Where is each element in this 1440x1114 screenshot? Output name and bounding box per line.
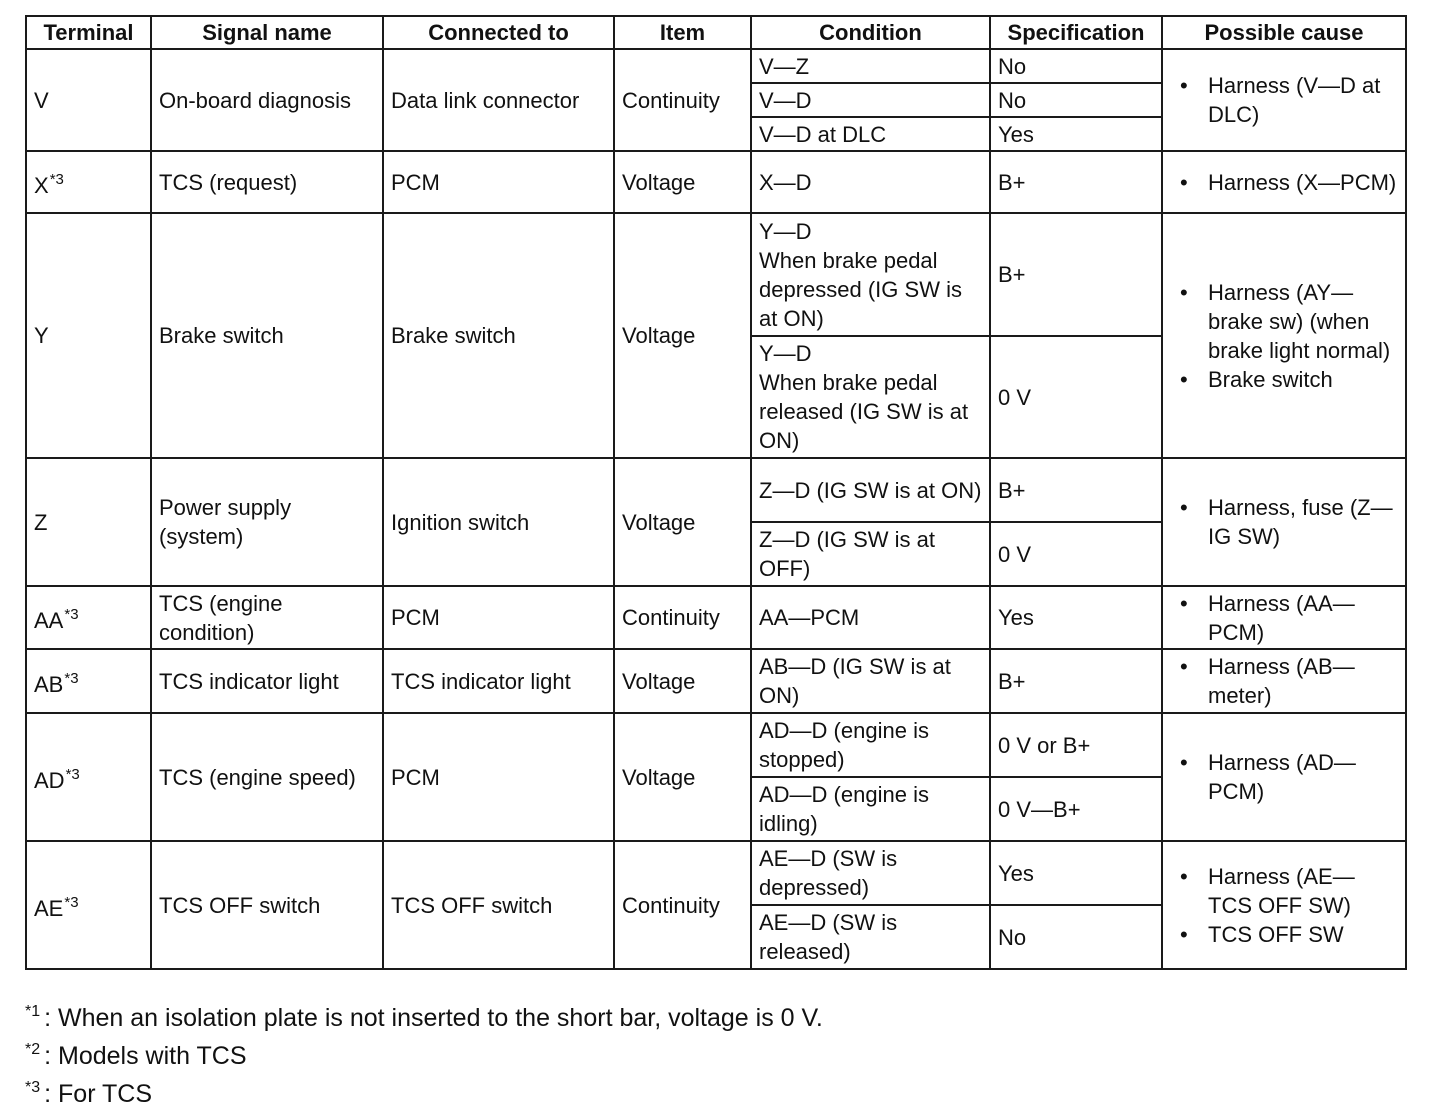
- possible-cause-cell: [1162, 841, 1406, 969]
- terminal-footnote-mark: *3: [65, 765, 80, 783]
- terminal-label: AB: [34, 671, 64, 697]
- possible-cause-item: • Harness (AY—brake sw) (when brake light normal): [1170, 278, 1398, 365]
- signal-name-cell: Power supply (system): [151, 458, 383, 586]
- item-cell: Voltage: [614, 649, 751, 713]
- table-header: [26, 16, 1406, 49]
- possible-cause-list: [1170, 652, 1398, 710]
- signal-name-cell: TCS (engine condition): [151, 586, 383, 649]
- terminal-cell: [26, 841, 151, 969]
- item-cell: Voltage: [614, 213, 751, 458]
- connected-to-cell: TCS OFF switch: [383, 841, 614, 969]
- condition-cell: Y—D When brake pedal depressed (IG SW is at ON): [751, 213, 990, 336]
- terminal-label: Y: [34, 323, 49, 348]
- possible-cause-item: • Brake switch: [1170, 365, 1398, 394]
- connected-to-cell: Brake switch: [383, 213, 614, 458]
- terminal-label: AD: [34, 767, 65, 793]
- possible-cause-cell: [1162, 649, 1406, 713]
- header-row: [26, 16, 1406, 49]
- condition-cell: X—D: [751, 151, 990, 213]
- terminal-cell: [26, 586, 151, 649]
- possible-cause-item: • Harness (AD—PCM): [1170, 748, 1398, 806]
- footnote-text: : For TCS: [44, 1080, 153, 1108]
- header-condition: Condition: [751, 16, 990, 49]
- condition-cell: V—Z: [751, 49, 990, 83]
- possible-cause-item: • Harness (V—D at DLC): [1170, 71, 1398, 129]
- table-row: [26, 649, 1406, 713]
- specification-cell: 0 V—B+: [990, 777, 1162, 841]
- possible-cause-cell: [1162, 586, 1406, 649]
- condition-cell: AD—D (engine is stopped): [751, 713, 990, 777]
- table-row: [26, 713, 1406, 777]
- possible-cause-list: [1170, 748, 1398, 806]
- footnote-mark: *1: [25, 1003, 41, 1020]
- possible-cause-list: [1170, 278, 1398, 394]
- signal-name-cell: Brake switch: [151, 213, 383, 458]
- header-item: Item: [614, 16, 751, 49]
- condition-cell: AA—PCM: [751, 586, 990, 649]
- connected-to-cell: PCM: [383, 713, 614, 841]
- table-row: [26, 49, 1406, 83]
- footnotes: [25, 996, 823, 1110]
- condition-cell: Z—D (IG SW is at OFF): [751, 522, 990, 586]
- terminal-label: V: [34, 87, 49, 113]
- terminal-cell: [26, 649, 151, 713]
- possible-cause-item: • TCS OFF SW: [1170, 920, 1398, 949]
- footnote: [25, 996, 823, 1034]
- footnote-text: : Models with TCS: [44, 1042, 247, 1070]
- possible-cause-item: • Harness (AE—TCS OFF SW): [1170, 862, 1398, 920]
- terminal-footnote-mark: *3: [64, 893, 79, 911]
- item-cell: Voltage: [614, 151, 751, 213]
- possible-cause-cell: [1162, 151, 1406, 213]
- table-row: [26, 151, 1406, 213]
- specification-cell: 0 V or B+: [990, 713, 1162, 777]
- footnote: [25, 1072, 823, 1110]
- possible-cause-list: [1170, 862, 1398, 949]
- terminal-label: AA: [34, 608, 64, 633]
- possible-cause-cell: [1162, 213, 1406, 458]
- condition-cell: Y—D When brake pedal released (IG SW is at ON): [751, 336, 990, 458]
- specification-cell: No: [990, 49, 1162, 83]
- specification-cell: B+: [990, 458, 1162, 522]
- specification-cell: No: [990, 83, 1162, 117]
- table-row: [26, 213, 1406, 336]
- terminal-spec-table: [25, 15, 1407, 970]
- possible-cause-cell: [1162, 49, 1406, 151]
- condition-cell: AB—D (IG SW is at ON): [751, 649, 990, 713]
- condition-cell: Z—D (IG SW is at ON): [751, 458, 990, 522]
- terminal-label: AE: [34, 895, 64, 921]
- specification-cell: 0 V: [990, 336, 1162, 458]
- signal-name-cell: On-board diagnosis: [151, 49, 383, 151]
- table-row: [26, 586, 1406, 649]
- possible-cause-item: • Harness (AA—PCM): [1170, 589, 1398, 647]
- terminal-label: Z: [34, 509, 48, 535]
- specification-cell: Yes: [990, 586, 1162, 649]
- condition-cell: V—D: [751, 83, 990, 117]
- condition-cell: AD—D (engine is idling): [751, 777, 990, 841]
- terminal-cell: [26, 213, 151, 458]
- specification-cell: B+: [990, 649, 1162, 713]
- terminal-cell: [26, 713, 151, 841]
- item-cell: Continuity: [614, 586, 751, 649]
- connected-to-cell: PCM: [383, 586, 614, 649]
- possible-cause-cell: [1162, 458, 1406, 586]
- footnote: [25, 1034, 823, 1072]
- connected-to-cell: Data link connector: [383, 49, 614, 151]
- specification-cell: 0 V: [990, 522, 1162, 586]
- header-signal-name: Signal name: [151, 16, 383, 49]
- possible-cause-list: [1170, 493, 1398, 551]
- item-cell: Voltage: [614, 458, 751, 586]
- header-connected-to: Connected to: [383, 16, 614, 49]
- item-cell: Continuity: [614, 841, 751, 969]
- footnote-mark: *3: [25, 1079, 41, 1096]
- terminal-label: X: [34, 172, 49, 198]
- condition-cell: AE—D (SW is depressed): [751, 841, 990, 905]
- specification-cell: Yes: [990, 117, 1162, 151]
- footnote-text: : When an isolation plate is not inserted to the short bar, voltage is 0 V.: [44, 1004, 823, 1032]
- possible-cause-cell: [1162, 713, 1406, 841]
- header-specification: Specification: [990, 16, 1162, 49]
- possible-cause-item: • Harness (X—PCM): [1170, 168, 1398, 197]
- table-row: [26, 841, 1406, 905]
- connected-to-cell: Ignition switch: [383, 458, 614, 586]
- specification-cell: B+: [990, 213, 1162, 336]
- possible-cause-list: [1170, 71, 1398, 129]
- condition-cell: AE—D (SW is released): [751, 905, 990, 969]
- specification-cell: B+: [990, 151, 1162, 213]
- terminal-cell: [26, 49, 151, 151]
- header-possible-cause: Possible cause: [1162, 16, 1406, 49]
- specification-cell: No: [990, 905, 1162, 969]
- possible-cause-list: [1170, 168, 1398, 197]
- footnote-mark: *2: [25, 1041, 41, 1058]
- specification-cell: Yes: [990, 841, 1162, 905]
- item-cell: Continuity: [614, 49, 751, 151]
- terminal-footnote-mark: *3: [64, 606, 79, 623]
- possible-cause-list: [1170, 589, 1398, 647]
- connected-to-cell: TCS indicator light: [383, 649, 614, 713]
- condition-cell: V—D at DLC: [751, 117, 990, 151]
- terminal-cell: [26, 151, 151, 213]
- signal-name-cell: TCS (engine speed): [151, 713, 383, 841]
- terminal-footnote-mark: *3: [64, 669, 79, 687]
- connected-to-cell: PCM: [383, 151, 614, 213]
- terminal-cell: [26, 458, 151, 586]
- possible-cause-item: • Harness, fuse (Z—IG SW): [1170, 493, 1398, 551]
- terminal-footnote-mark: *3: [49, 170, 64, 188]
- signal-name-cell: TCS OFF switch: [151, 841, 383, 969]
- header-terminal: Terminal: [26, 16, 151, 49]
- table-row: [26, 458, 1406, 522]
- signal-name-cell: TCS indicator light: [151, 649, 383, 713]
- possible-cause-item: • Harness (AB—meter): [1170, 652, 1398, 710]
- table-body: [26, 49, 1406, 969]
- signal-name-cell: TCS (request): [151, 151, 383, 213]
- item-cell: Voltage: [614, 713, 751, 841]
